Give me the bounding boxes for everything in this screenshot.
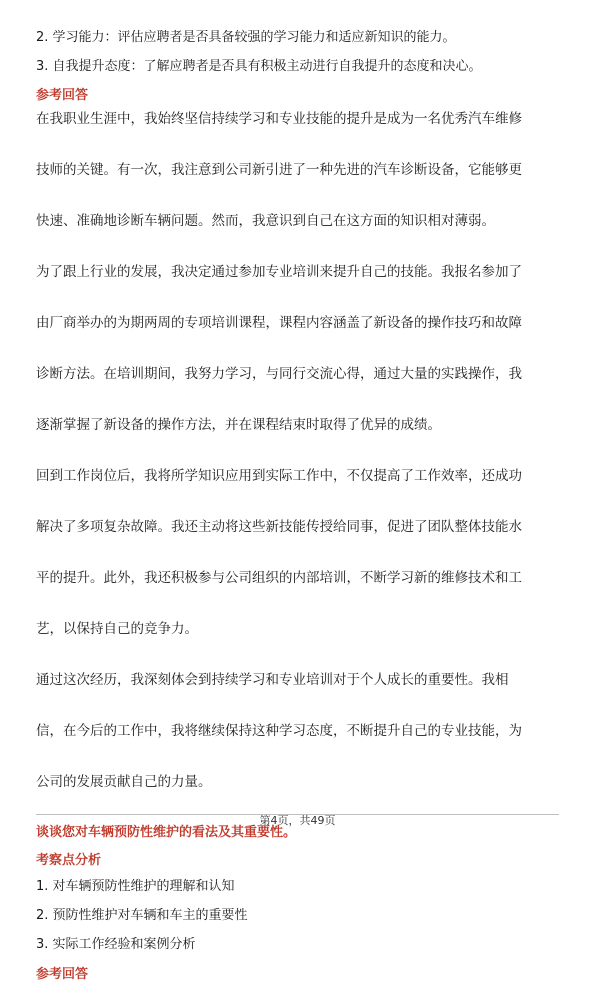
analysis-item: 3. 实际工作经验和案例分析 — [36, 937, 196, 952]
paragraph-line: 解决了多项复杂故障。我还主动将这些新技能传授给同事，促进了团队整体技能水 — [36, 519, 522, 535]
answer-heading-2: 参考回答 — [36, 967, 89, 982]
paragraph-line: 由厂商举办的为期两周的专项培训课程，课程内容涵盖了新设备的操作技巧和故障 — [36, 315, 522, 331]
paragraph-line: 平的提升。此外，我还积极参与公司组织的内部培训，不断学习新的维修技术和工 — [36, 570, 522, 586]
paragraph-line: 通过这次经历，我深刻体会到持续学习和专业培训对于个人成长的重要性。我相 — [36, 672, 509, 688]
criteria-item: 2. 学习能力：评估应聘者是否具备较强的学习能力和适应新知识的能力。 — [36, 30, 456, 45]
answer-paragraph — [36, 667, 559, 796]
paragraph-line: 艺，以保持自己的竞争力。 — [36, 621, 198, 637]
paragraph-line: 快速、准确地诊断车辆问题。然而，我意识到自己在这方面的知识相对薄弱。 — [36, 213, 495, 229]
analysis-heading: 考察点分析 — [36, 853, 102, 868]
answer-heading: 参考回答 — [36, 88, 89, 103]
analysis-item: 1. 对车辆预防性维护的理解和认知 — [36, 879, 235, 894]
answer-paragraph — [36, 106, 559, 235]
paragraph-line: 回到工作岗位后，我将所学知识应用到实际工作中，不仅提高了工作效率，还成功 — [36, 468, 522, 484]
question-title: 谈谈您对车辆预防性维护的看法及其重要性。 — [36, 825, 297, 840]
answer-paragraph — [36, 259, 559, 439]
paragraph-line: 为了跟上行业的发展，我决定通过参加专业培训来提升自己的技能。我报名参加了 — [36, 264, 522, 280]
page-number: 第4页，共49页 — [259, 814, 336, 827]
criteria-item: 3. 自我提升态度：了解应聘者是否具有积极主动进行自我提升的态度和决心。 — [36, 59, 482, 74]
document-page — [36, 28, 559, 985]
paragraph-line: 诊断方法。在培训期间，我努力学习，与同行交流心得，通过大量的实践操作，我 — [36, 366, 522, 382]
paragraph-line: 技师的关键。有一次，我注意到公司新引进了一种先进的汽车诊断设备，它能够更 — [36, 162, 522, 178]
paragraph-line: 在我职业生涯中，我始终坚信持续学习和专业技能的提升是成为一名优秀汽车维修 — [36, 111, 522, 127]
paragraph-line: 公司的发展贡献自己的力量。 — [36, 774, 212, 790]
answer-paragraph — [36, 463, 559, 643]
paragraph-line: 信，在今后的工作中，我将继续保持这种学习态度，不断提升自己的专业技能，为 — [36, 723, 522, 739]
analysis-item: 2. 预防性维护对车辆和车主的重要性 — [36, 908, 248, 923]
paragraph-line: 逐渐掌握了新设备的操作方法，并在课程结束时取得了优异的成绩。 — [36, 417, 441, 433]
